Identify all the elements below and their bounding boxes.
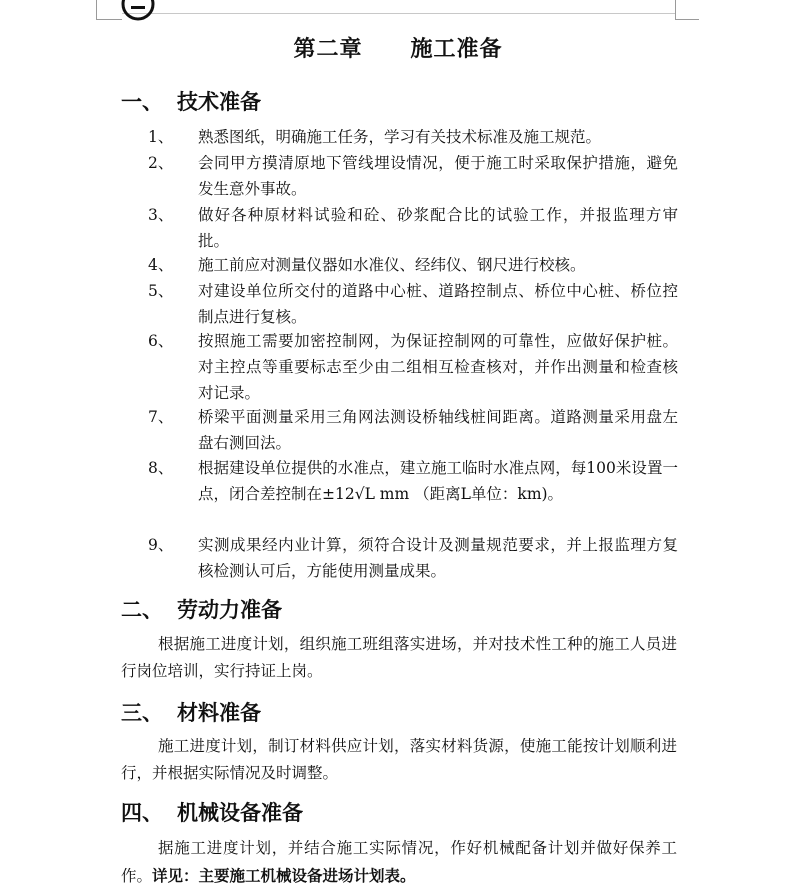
machine-paragraph: [121, 835, 677, 890]
section-number: 四、: [121, 801, 163, 825]
item-number: 8、: [148, 459, 174, 477]
item-text: 按照施工需要加密控制网，为保证控制网的可靠性，应做好保护桩。对主控点等重要标志至少由二组相互检查核对，并作出测量和检查核对记录。: [198, 332, 678, 402]
section-heading-tech: [121, 86, 261, 116]
crop-mark-top-right-h: [675, 19, 699, 20]
list-item: [148, 150, 678, 202]
item-text: 熟悉图纸，明确施工任务，学习有关技术标准及施工规范。: [198, 128, 602, 146]
list-item: [148, 328, 678, 406]
section-heading-labor: [121, 594, 282, 624]
item-number: 3、: [148, 206, 174, 224]
section-number: 三、: [121, 701, 163, 725]
logo-icon: [120, 0, 156, 22]
item-number: 2、: [148, 154, 174, 172]
list-item: [148, 404, 678, 456]
item-number: 1、: [148, 128, 174, 146]
list-item: [148, 455, 678, 507]
list-item: [148, 252, 678, 278]
item-number: 5、: [148, 282, 174, 300]
item-text: 会同甲方摸清原地下管线埋设情况，便于施工时采取保护措施，避免发生意外事故。: [198, 154, 678, 198]
machine-text: 据施工进度计划，并结合施工实际情况，作好机械配备计划并做好保养工作。: [121, 839, 677, 885]
list-item: [148, 532, 678, 584]
section-title: 材料准备: [177, 701, 261, 725]
item-number: 7、: [148, 408, 174, 426]
chapter-number: 第二章: [293, 37, 363, 62]
item-number: 4、: [148, 256, 174, 274]
chapter-title: [0, 32, 796, 63]
section-heading-material: [121, 697, 261, 727]
crop-mark-top-left-h: [96, 19, 122, 20]
section-title: 劳动力准备: [177, 598, 282, 622]
section-number: 一、: [121, 90, 163, 114]
item-text: 实测成果经内业计算，须符合设计及测量规范要求，并上报监理方复核检测认可后，方能使用测量成果。: [198, 536, 678, 580]
section-heading-machine: [121, 797, 303, 827]
section-number: 二、: [121, 598, 163, 622]
section-title: 技术准备: [177, 90, 261, 114]
list-item: [148, 202, 678, 254]
item-text: 做好各种原材料试验和砼、砂浆配合比的试验工作，并报监理方审批。: [198, 206, 678, 250]
crop-mark-top-right-v: [675, 0, 676, 20]
item-number: 6、: [148, 332, 174, 350]
crop-mark-top-left-v: [96, 0, 97, 20]
item-number: 9、: [148, 536, 174, 554]
section-title: 机械设备准备: [177, 801, 303, 825]
list-item: [148, 124, 678, 150]
labor-paragraph: 根据施工进度计划，组织施工班组落实进场，并对技术性工种的施工人员进行岗位培训，实行持证上岗。: [121, 635, 677, 680]
chapter-name: 施工准备: [410, 37, 503, 62]
list-item: [148, 278, 678, 330]
item-text: 施工前应对测量仪器如水准仪、经纬仪、钢尺进行校核。: [198, 256, 586, 274]
item-text: 桥梁平面测量采用三角网法测设桥轴线桩间距离。道路测量采用盘左盘右测回法。: [198, 408, 678, 452]
machine-reference: 详见：主要施工机械设备进场计划表。: [152, 866, 416, 885]
material-paragraph: 施工进度计划，制订材料供应计划，落实材料货源，使施工能按计划顺利进行，并根据实际情况及时调整。: [121, 737, 677, 782]
item-text: 根据建设单位提供的水准点，建立施工临时水准点网，每100米设置一点，闭合差控制在±12√L mm （距离L单位：km)。: [198, 459, 678, 503]
header-rule: [122, 13, 675, 14]
item-text: 对建设单位所交付的道路中心桩、道路控制点、桥位中心桩、桥位控制点进行复核。: [198, 282, 678, 326]
